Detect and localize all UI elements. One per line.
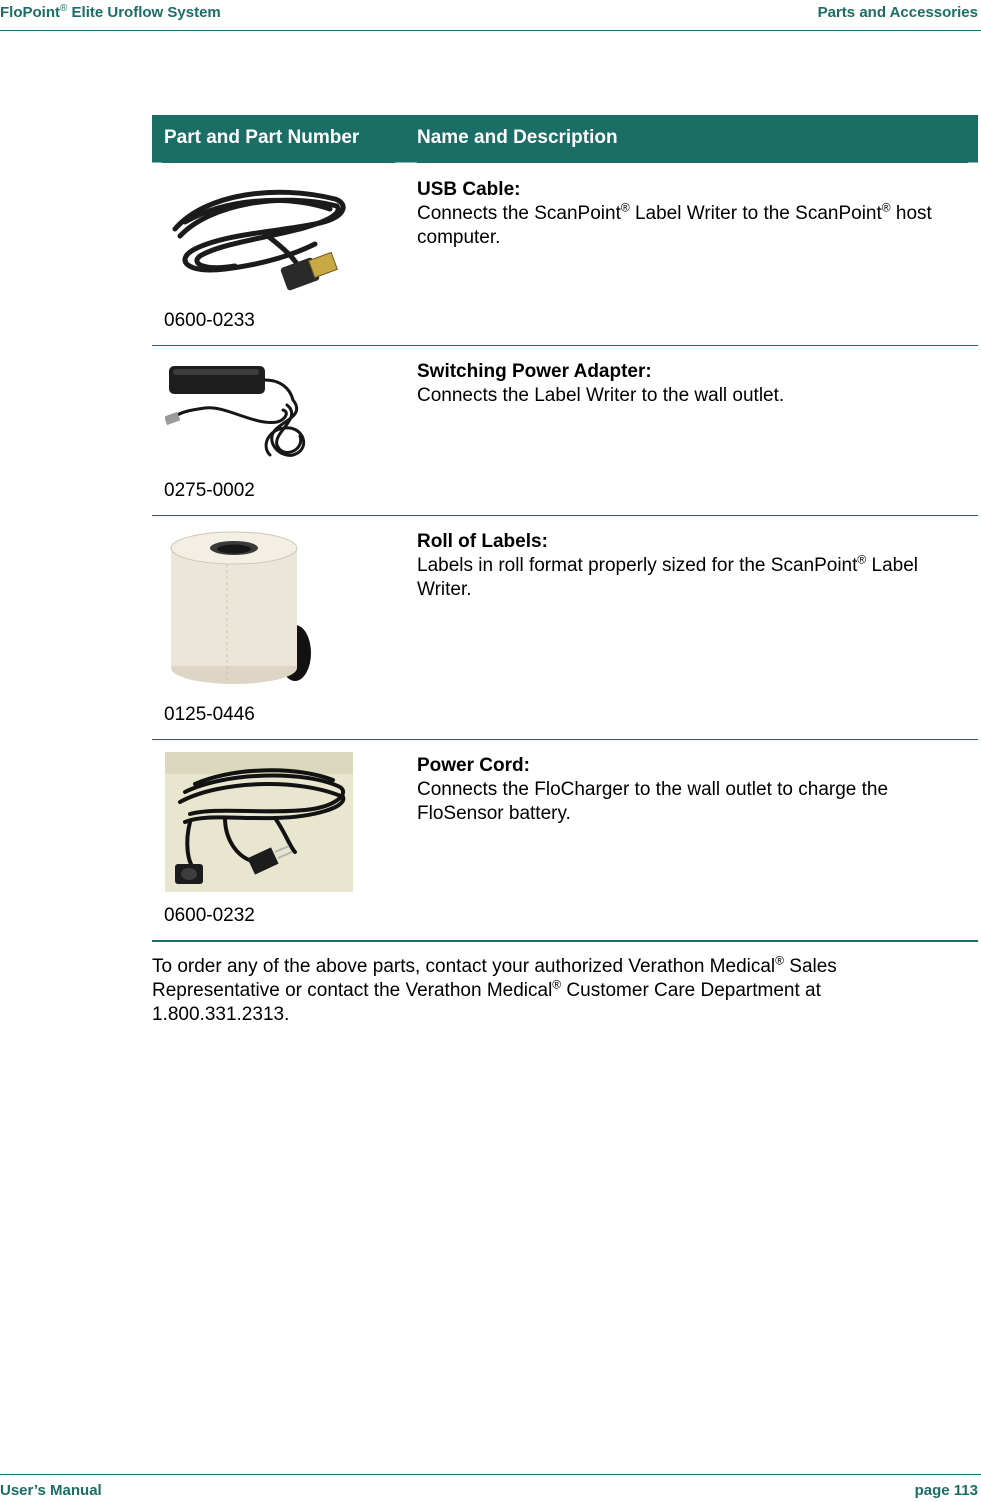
note-text: To order any of the above parts, contact your authorized Verathon Medical bbox=[152, 956, 776, 977]
note-text: Sales Representative or contact the Verathon Medical bbox=[152, 956, 837, 1001]
page-footer bbox=[0, 1474, 981, 1502]
registered-mark: ® bbox=[552, 977, 562, 992]
description-text: Labels in roll format properly sized for the ScanPoint bbox=[417, 555, 858, 576]
col-part-number-header: Part and Part Number bbox=[164, 127, 360, 148]
part-title: Power Cord: bbox=[417, 755, 530, 776]
header-brand: FloPoint bbox=[0, 4, 60, 21]
description-text: Label Writer to the ScanPoint bbox=[629, 203, 882, 224]
note-text: Customer Care Department at 1.800.331.2313. bbox=[152, 980, 821, 1025]
header-title bbox=[0, 4, 221, 21]
header-registered-mark: ® bbox=[60, 3, 68, 14]
description-text: host computer. bbox=[417, 203, 932, 248]
table-row bbox=[152, 346, 978, 516]
description-text: Connects the FloCharger to the wall outlet to charge the FloSensor battery. bbox=[417, 779, 889, 824]
part-description bbox=[417, 178, 972, 250]
footer-page-number: page 113 bbox=[914, 1482, 978, 1499]
col-description-header: Name and Description bbox=[417, 127, 618, 148]
header-title-rest: Elite Uroflow System bbox=[67, 4, 221, 21]
part-number: 0275-0002 bbox=[164, 480, 255, 501]
registered-mark: ® bbox=[620, 200, 630, 215]
header-rule-tick bbox=[395, 162, 417, 163]
table-row bbox=[152, 516, 978, 740]
usb-cable-image bbox=[165, 174, 355, 296]
description-text: Connects the Label Writer to the wall outlet. bbox=[417, 385, 785, 406]
part-number: 0600-0233 bbox=[164, 310, 255, 331]
part-description bbox=[417, 754, 972, 826]
page-header bbox=[0, 0, 981, 31]
footer-manual-title: User’s Manual bbox=[0, 1482, 102, 1499]
part-number: 0125-0446 bbox=[164, 704, 255, 725]
power-adapter-image bbox=[165, 360, 315, 466]
description-text: Label Writer. bbox=[417, 555, 919, 600]
table-row bbox=[152, 740, 978, 942]
registered-mark: ® bbox=[775, 953, 784, 968]
part-description bbox=[417, 530, 972, 602]
ordering-note bbox=[152, 955, 952, 1027]
table-row bbox=[152, 164, 978, 346]
part-number: 0600-0232 bbox=[164, 905, 255, 926]
part-title: Roll of Labels: bbox=[417, 531, 548, 552]
header-rule-tick bbox=[968, 162, 978, 163]
label-roll-image bbox=[165, 528, 315, 688]
power-cord-image bbox=[165, 752, 353, 892]
registered-mark: ® bbox=[857, 552, 867, 567]
part-description bbox=[417, 360, 972, 408]
part-title: Switching Power Adapter: bbox=[417, 361, 652, 382]
header-rule-tick bbox=[152, 162, 162, 163]
header-section: Parts and Accessories bbox=[817, 4, 978, 21]
description-text: Connects the ScanPoint bbox=[417, 203, 621, 224]
parts-table-header bbox=[152, 115, 978, 163]
registered-mark: ® bbox=[881, 200, 891, 215]
part-title: USB Cable: bbox=[417, 179, 521, 200]
